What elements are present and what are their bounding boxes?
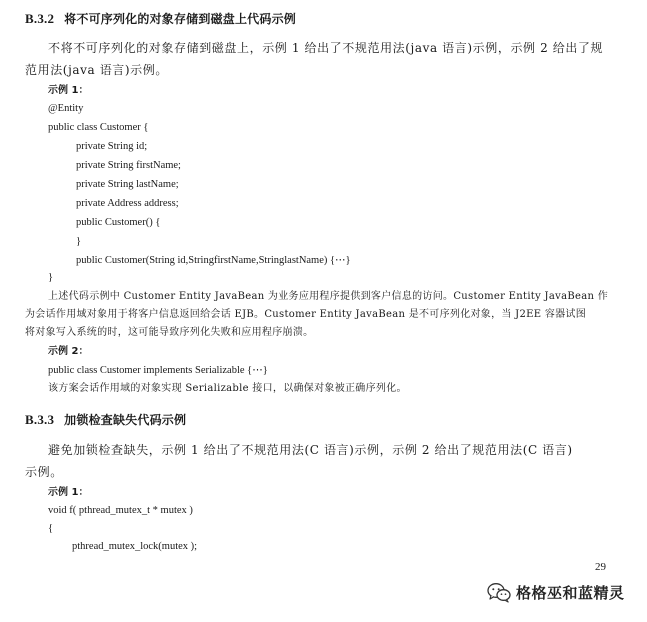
intro-paragraph-line: 示例。 — [25, 465, 63, 479]
example-label: 示例 1： — [48, 85, 89, 96]
explanation-line: 将对象写入系统的时，这可能导致序列化失败和应用程序崩溃。 — [25, 327, 314, 338]
code-line: { — [48, 523, 54, 534]
code-line: public class Customer { — [48, 122, 149, 133]
example-note: 该方案会话作用域的对象实现 Serializable 接口，以确保对象被正确序列化。 — [48, 383, 407, 394]
code-line: } — [76, 236, 82, 247]
explanation-line: 上述代码示例中 Customer Entity JavaBean 为业务应用程序提供到客户信息的访问。Customer Entity JavaBean 作 — [48, 291, 608, 302]
wechat-logo-icon — [487, 582, 511, 603]
watermark-text: 格格巫和蓝精灵 — [516, 584, 625, 602]
section-heading-b32 — [25, 12, 296, 25]
code-line: private String lastName; — [76, 179, 179, 190]
intro-paragraph-line: 范用法(java 语言)示例。 — [25, 63, 168, 77]
code-line: @Entity — [48, 103, 84, 114]
section-number: B.3.2 — [25, 11, 55, 26]
explanation-line: 为会话作用域对象用于将客户信息返回给会话 EJB。Customer Entity JavaBean 是不可序列化对象，当 J2EE 容器试图 — [25, 309, 587, 320]
page-number: 29 — [595, 561, 606, 573]
intro-paragraph-line: 避免加锁检查缺失，示例 1 给出了不规范用法(C 语言)示例，示例 2 给出了规范用法(C 语言) — [48, 443, 573, 457]
intro-paragraph-line: 不将不可序列化的对象存储到磁盘上，示例 1 给出了不规范用法(java 语言)示例，示例 2 给出了规 — [48, 41, 604, 55]
example-label: 示例 1： — [48, 487, 89, 498]
example-label: 示例 2： — [48, 346, 89, 357]
section-number: B.3.3 — [25, 412, 55, 427]
section-title: 将不可序列化的对象存储到磁盘上代码示例 — [64, 12, 296, 26]
section-title: 加锁检查缺失代码示例 — [64, 413, 187, 427]
code-line: public Customer() { — [76, 217, 161, 228]
section-heading-b33 — [25, 413, 186, 426]
code-line: private String id; — [76, 141, 148, 152]
code-line: void f( pthread_mutex_t * mutex ) — [48, 505, 193, 516]
code-line: pthread_mutex_lock(mutex ); — [72, 541, 198, 552]
code-line: public Customer(String id,StringfirstName,StringlastName) {⋯} — [76, 255, 351, 266]
code-line: private String firstName; — [76, 160, 181, 171]
watermark — [487, 582, 625, 603]
code-line: public class Customer implements Serializable {⋯} — [48, 365, 268, 376]
code-line: } — [48, 272, 54, 283]
code-line: private Address address; — [76, 198, 179, 209]
